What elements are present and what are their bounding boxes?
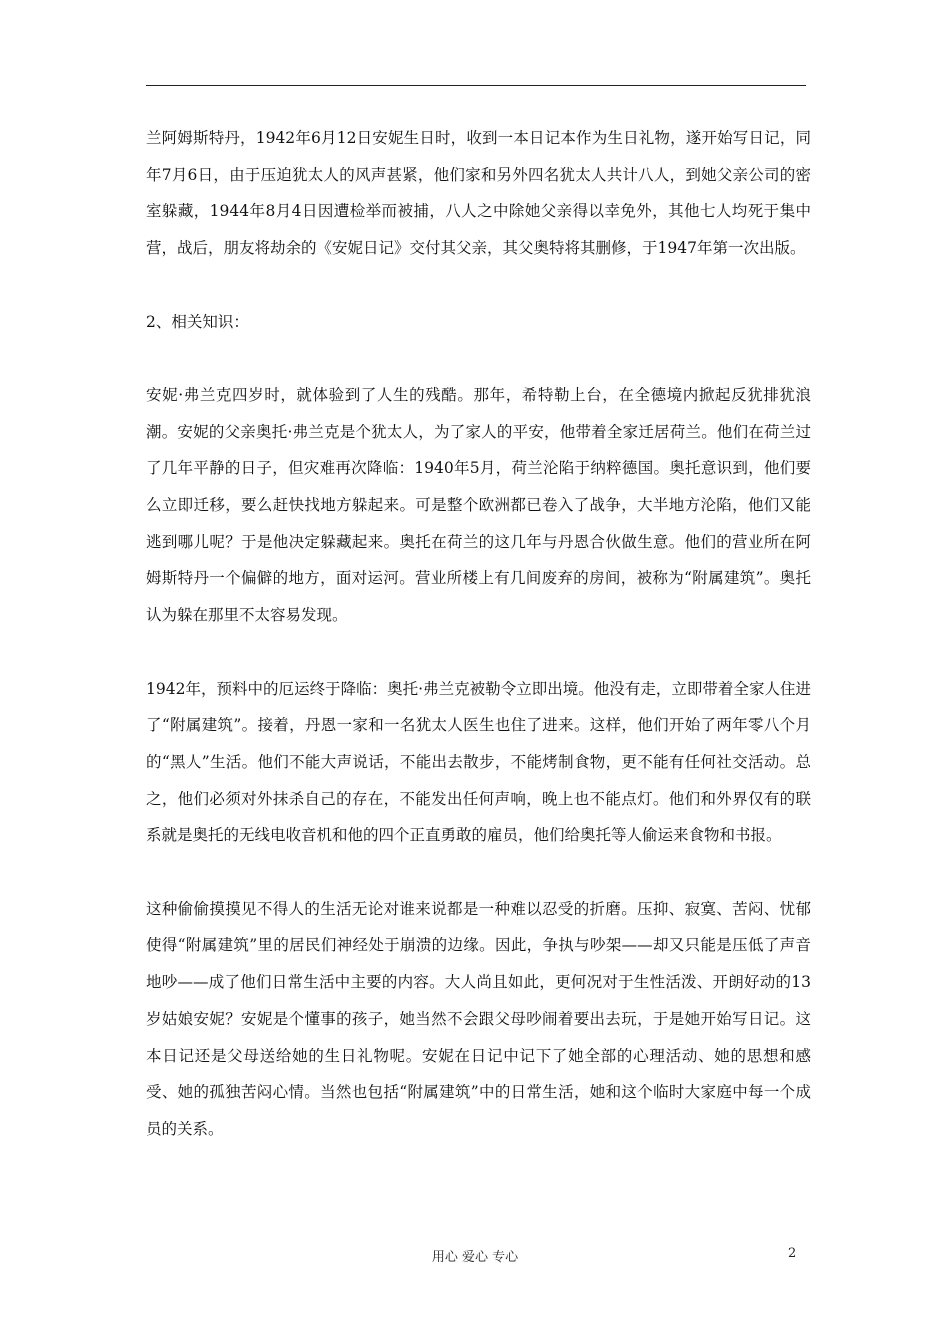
header-rule [146,85,806,86]
footer-motto: 用心 爱心 专心 [431,1250,519,1265]
paragraph-hiding: 1942年，预料中的厄运终于降临：奥托·弗兰克被勒令立即出境。他没有走，立即带着全家人住进了“附属建筑”。接着，丹恩一家和一名犹太人医生也住了进来。这样，他们开始了两年零八个月的“黑人”生活。他们不能大声说话，不能出去散步，不能烤制食物，更不能有任何社交活动。总之，他们必须对外抹杀自己的存在，不能发出任何声响，晚上也不能点灯。他们和外界仅有的联系就是奥托的无线电收音机和他的四个正直勇敢的雇员，他们给奥托等人偷运来食物和书报。 [146,679,811,845]
document-body [146,120,811,1148]
section-heading-related-knowledge: 2、相关知识： [146,312,249,331]
paragraph-background: 安妮·弗兰克四岁时，就体验到了人生的残酷。那年，希特勒上台，在全德境内掀起反犹排犹浪潮。安妮的父亲奥托·弗兰克是个犹太人，为了家人的平安，他带着全家迁居荷兰。他们在荷兰过了几年平静的日子，但灾难再次降临：1940年5月，荷兰沦陷于纳粹德国。奥托意识到，他们要么立即迁移，要么赶快找地方躲起来。可是整个欧洲都已卷入了战争，大半地方沦陷，他们又能逃到哪儿呢？于是他决定躲藏起来。奥托在荷兰的这几年与丹恩合伙做生意。他们的营业所在阿姆斯特丹一个偏僻的地方，面对运河。营业所楼上有几间废弃的房间，被称为“附属建筑”。奥托认为躲在那里不太容易发现。 [146,385,811,625]
paragraph-diary: 这种偷偷摸摸见不得人的生活无论对谁来说都是一种难以忍受的折磨。压抑、寂寞、苦闷、忧郁使得“附属建筑”里的居民们神经处于崩溃的边缘。因此，争执与吵架——却又只能是压低了声音地吵——成了他们日常生活中主要的内容。大人尚且如此，更何况对于生性活泼、开朗好动的13岁姑娘安妮？安妮是个懂事的孩子，她当然不会跟父母吵闹着要出去玩，于是她开始写日记。这本日记还是父母送给她的生日礼物呢。安妮在日记中记下了她全部的心理活动、她的思想和感受、她的孤独苦闷心情。当然也包括“附属建筑”中的日常生活，她和这个临时大家庭中每一个成员的关系。 [146,899,811,1138]
page-number: 2 [788,1246,797,1261]
paragraph-intro-continued: 兰阿姆斯特丹，1942年6月12日安妮生日时，收到一本日记本作为生日礼物，遂开始写日记，同年7月6日，由于压迫犹太人的风声甚紧，他们家和另外四名犹太人共计八人，到她父亲公司的密室躲藏，1944年8月4日因遭检举而被捕，八人之中除她父亲得以幸免外，其他七人均死于集中营，战后，朋友将劫余的《安妮日记》交付其父亲，其父奥特将其删修，于1947年第一次出版。 [146,129,811,258]
